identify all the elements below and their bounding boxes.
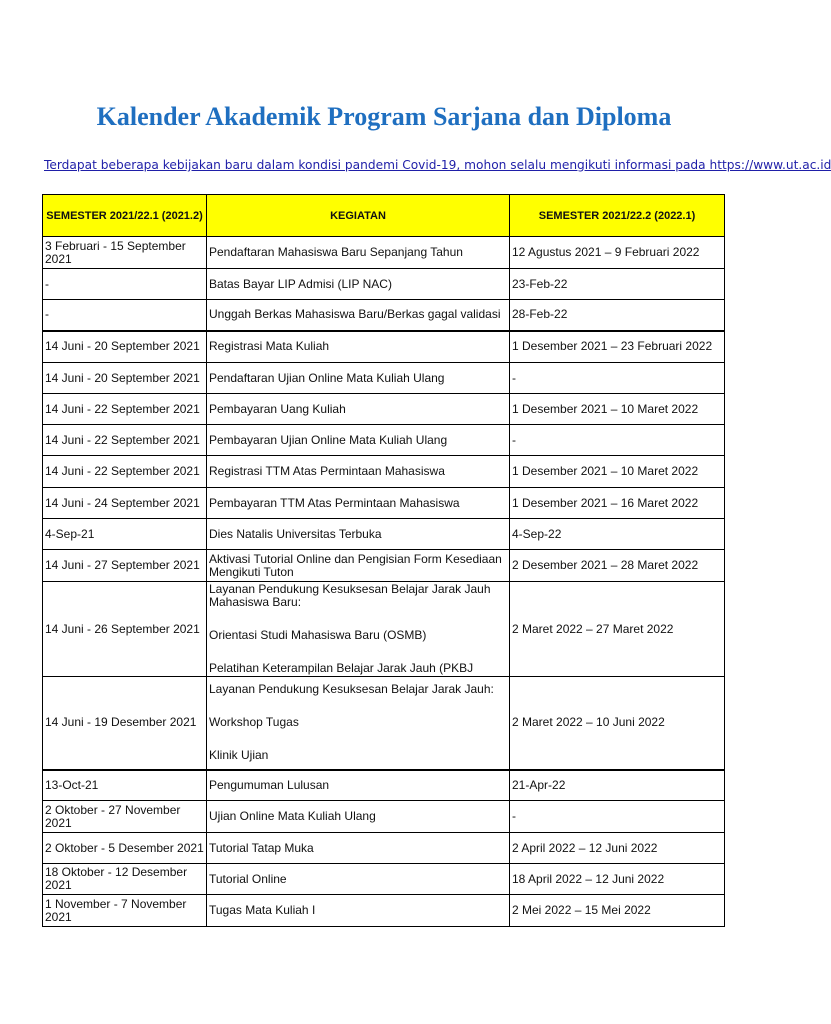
semester-1-date: 14 Juni - 22 September 2021 (43, 456, 207, 488)
activity-line: Layanan Pendukung Kesuksesan Belajar Jarak Jauh: (209, 682, 494, 697)
semester-2-date: 2 Maret 2022 – 10 Juni 2022 (510, 677, 725, 770)
table-row (43, 833, 725, 864)
page-title: Kalender Akademik Program Sarjana dan Diploma (96, 102, 672, 131)
semester-1-date: 14 Juni - 27 September 2021 (43, 550, 207, 582)
semester-1-date: 13-Oct-21 (43, 770, 207, 801)
semester-2-date: - (510, 425, 725, 456)
activity-cell: Unggah Berkas Mahasiswa Baru/Berkas gagal validasi (207, 300, 510, 331)
activity-cell: Pengumuman Lulusan (207, 770, 510, 801)
table-row (43, 488, 725, 519)
semester-2-date: 18 April 2022 – 12 Juni 2022 (510, 864, 725, 895)
table-row (43, 363, 725, 394)
semester-2-date: 2 Desember 2021 – 28 Maret 2022 (510, 550, 725, 582)
activity-cell: Pembayaran Uang Kuliah (207, 394, 510, 425)
table-row (43, 550, 725, 582)
activity-cell: Pendaftaran Mahasiswa Baru Sepanjang Tahun (207, 237, 510, 269)
covid-notice-link[interactable]: Terdapat beberapa kebijakan baru dalam kondisi pandemi Covid-19, mohon selalu mengikuti informasi pada https://www.ut.ac.id (44, 158, 831, 172)
semester-1-date: 14 Juni - 26 September 2021 (43, 582, 207, 677)
semester-2-date: - (510, 801, 725, 833)
activity-cell: Pendaftaran Ujian Online Mata Kuliah Ulang (207, 363, 510, 394)
table-row (43, 864, 725, 895)
activity-line: Klinik Ujian (209, 748, 269, 763)
semester-1-date: 2 Oktober - 27 November 2021 (43, 801, 207, 833)
semester-2-date: 1 Desember 2021 – 16 Maret 2022 (510, 488, 725, 519)
semester-2-date: 12 Agustus 2021 – 9 Februari 2022 (510, 237, 725, 269)
table-row (43, 677, 725, 770)
semester-2-date: 2 April 2022 – 12 Juni 2022 (510, 833, 725, 864)
semester-1-date: 14 Juni - 24 September 2021 (43, 488, 207, 519)
semester-1-date: 14 Juni - 22 September 2021 (43, 394, 207, 425)
table-row (43, 519, 725, 550)
activity-cell: Pembayaran Ujian Online Mata Kuliah Ulang (207, 425, 510, 456)
table-row (43, 895, 725, 927)
academic-calendar-table (42, 194, 725, 927)
activity-cell: Aktivasi Tutorial Online dan Pengisian Form Kesediaan Mengikuti Tuton (207, 550, 510, 582)
activity-cell: Dies Natalis Universitas Terbuka (207, 519, 510, 550)
activity-cell: Batas Bayar LIP Admisi (LIP NAC) (207, 269, 510, 300)
semester-1-date: - (43, 269, 207, 300)
table-header-row (43, 195, 725, 237)
activity-cell: Ujian Online Mata Kuliah Ulang (207, 801, 510, 833)
semester-1-date: 14 Juni - 19 Desember 2021 (43, 677, 207, 770)
semester-1-date: 18 Oktober - 12 Desember 2021 (43, 864, 207, 895)
semester-1-date: 14 Juni - 22 September 2021 (43, 425, 207, 456)
table-row (43, 237, 725, 269)
table-row (43, 300, 725, 331)
activity-cell (207, 582, 510, 677)
header-semester-2: SEMESTER 2021/22.2 (2022.1) (510, 195, 725, 237)
semester-1-date: 3 Februari - 15 September 2021 (43, 237, 207, 269)
activity-cell: Tutorial Tatap Muka (207, 833, 510, 864)
activity-line: Layanan Pendukung Kesuksesan Belajar Jarak Jauh Mahasiswa Baru: (209, 582, 491, 609)
table-row (43, 801, 725, 833)
table-row (43, 331, 725, 363)
table-row (43, 456, 725, 488)
activity-cell (207, 677, 510, 770)
semester-1-date: 4-Sep-21 (43, 519, 207, 550)
activity-cell: Registrasi Mata Kuliah (207, 331, 510, 363)
activity-cell: Tutorial Online (207, 864, 510, 895)
table-body (43, 237, 725, 927)
semester-1-date: 14 Juni - 20 September 2021 (43, 363, 207, 394)
table-row (43, 394, 725, 425)
activity-line: Pelatihan Keterampilan Belajar Jarak Jauh (PKBJ (209, 661, 474, 675)
header-semester-1: SEMESTER 2021/22.1 (2021.2) (43, 195, 207, 237)
semester-2-date: 21-Apr-22 (510, 770, 725, 801)
semester-2-date: 1 Desember 2021 – 23 Februari 2022 (510, 331, 725, 363)
activity-line: Workshop Tugas (209, 715, 299, 730)
semester-2-date: 2 Mei 2022 – 15 Mei 2022 (510, 895, 725, 927)
activity-line: Orientasi Studi Mahasiswa Baru (OSMB) (209, 628, 427, 642)
header-kegiatan: KEGIATAN (207, 195, 510, 237)
semester-1-date: 14 Juni - 20 September 2021 (43, 331, 207, 363)
semester-2-date: 23-Feb-22 (510, 269, 725, 300)
table-row (43, 269, 725, 300)
table-row (43, 425, 725, 456)
semester-2-date: 1 Desember 2021 – 10 Maret 2022 (510, 456, 725, 488)
semester-2-date: 2 Maret 2022 – 27 Maret 2022 (510, 582, 725, 677)
semester-1-date: - (43, 300, 207, 331)
semester-2-date: - (510, 363, 725, 394)
semester-2-date: 28-Feb-22 (510, 300, 725, 331)
activity-cell: Tugas Mata Kuliah I (207, 895, 510, 927)
semester-1-date: 2 Oktober - 5 Desember 2021 (43, 833, 207, 864)
table-row (43, 582, 725, 677)
table-row (43, 770, 725, 801)
activity-cell: Pembayaran TTM Atas Permintaan Mahasiswa (207, 488, 510, 519)
semester-2-date: 1 Desember 2021 – 10 Maret 2022 (510, 394, 725, 425)
activity-cell: Registrasi TTM Atas Permintaan Mahasiswa (207, 456, 510, 488)
semester-2-date: 4-Sep-22 (510, 519, 725, 550)
semester-1-date: 1 November - 7 November 2021 (43, 895, 207, 927)
